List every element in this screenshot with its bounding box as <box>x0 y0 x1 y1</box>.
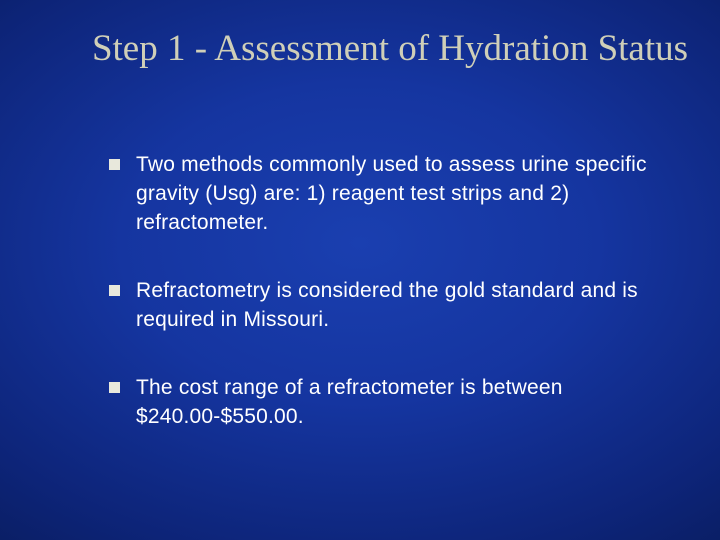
bullet-list <box>108 150 668 431</box>
slide-title: Step 1 - Assessment of Hydration Status <box>91 28 689 69</box>
square-bullet-icon <box>109 382 120 393</box>
square-bullet-icon <box>109 285 120 296</box>
bullet-text: Two methods commonly used to assess urine specific gravity (Usg) are: 1) reagent test strips and 2) refractometer. <box>136 153 647 234</box>
bullet-text: Refractometry is considered the gold standard and is required in Missouri. <box>136 279 638 331</box>
square-bullet-icon <box>109 159 120 170</box>
bullet-text: The cost range of a refractometer is between $240.00-$550.00. <box>136 376 563 428</box>
bullet-item <box>108 150 668 237</box>
bullet-item <box>108 276 668 334</box>
bullet-item <box>108 373 668 431</box>
